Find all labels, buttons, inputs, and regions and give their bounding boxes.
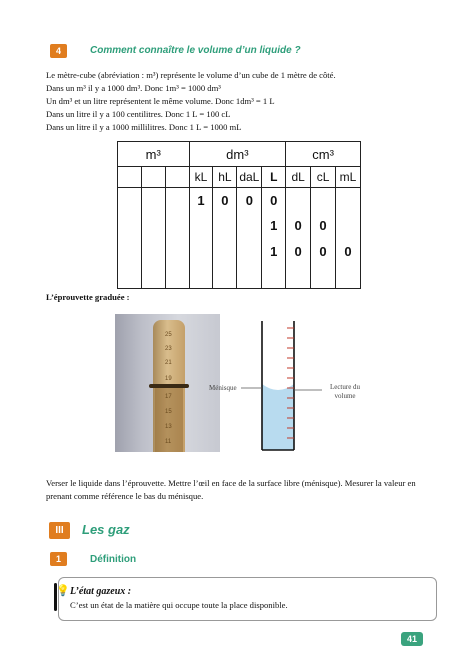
scale-label: 11 bbox=[165, 439, 172, 445]
lightbulb-icon: 💡 bbox=[56, 585, 70, 597]
group-header-cm3: cm³ bbox=[286, 142, 361, 167]
liquid-fill bbox=[262, 384, 294, 450]
column-cell-l: 0 1 1 bbox=[262, 188, 286, 289]
meniscus-ring bbox=[149, 384, 189, 388]
column-cell-kl: 1 bbox=[189, 188, 213, 289]
scale-label: 19 bbox=[165, 376, 172, 382]
column-cell-ml: 0 bbox=[335, 188, 360, 289]
part-number-badge: III bbox=[49, 522, 70, 539]
group-header-dm3: dm³ bbox=[189, 142, 286, 167]
column-cell-dal: 0 bbox=[237, 188, 262, 289]
section-number-badge: 4 bbox=[50, 44, 67, 58]
unit-header-dl: dL bbox=[286, 167, 311, 188]
unit-header-ml: mL bbox=[335, 167, 360, 188]
column-cell bbox=[118, 188, 142, 289]
intro-line-4: Dans un litre il y a 100 centilitres. Donc 1 L = 100 cL bbox=[46, 109, 231, 119]
unit-header-dal: daL bbox=[237, 167, 262, 188]
definition-title: L’état gazeux : bbox=[70, 586, 132, 597]
section-title: Comment connaître le volume d’un liquide ? bbox=[90, 45, 301, 56]
intro-line-1: Le mètre-cube (abréviation : m³) représente le volume d’un cube de 1 mètre de côté. bbox=[46, 70, 336, 80]
unit-header bbox=[118, 167, 142, 188]
group-header-m3: m³ bbox=[118, 142, 190, 167]
column-cell bbox=[141, 188, 165, 289]
conversion-table bbox=[117, 141, 361, 289]
scale-label: 15 bbox=[165, 409, 172, 415]
scale-label: 13 bbox=[165, 424, 172, 430]
column-cell bbox=[165, 188, 189, 289]
lecture-label: Lecture du volume bbox=[329, 383, 361, 400]
subsection-title: Définition bbox=[90, 554, 137, 565]
intro-line-2: Dans un m³ il y a 1000 dm³. Donc 1m³ = 1000 dm³ bbox=[46, 83, 221, 93]
unit-header-cl: cL bbox=[311, 167, 336, 188]
unit-header-hl: hL bbox=[213, 167, 237, 188]
scale-label: 21 bbox=[165, 360, 172, 366]
unit-header bbox=[141, 167, 165, 188]
eprouvette-heading: L’éprouvette graduée : bbox=[46, 292, 130, 302]
scale-label: 23 bbox=[165, 346, 172, 352]
instruction-line-1: Verser le liquide dans l’éprouvette. Mettre l’œil en face de la surface libre (ménisque). Mesurer la valeur en bbox=[46, 478, 416, 488]
column-cell-cl: 0 0 bbox=[311, 188, 336, 289]
menisque-label: Ménisque bbox=[209, 384, 237, 392]
intro-line-3: Un dm³ et un litre représentent le même volume. Donc 1dm³ = 1 L bbox=[46, 96, 275, 106]
column-cell-hl: 0 bbox=[213, 188, 237, 289]
unit-header-kl: kL bbox=[189, 167, 213, 188]
unit-header-l: L bbox=[262, 167, 286, 188]
part-title: Les gaz bbox=[82, 522, 130, 537]
subsection-number-badge: 1 bbox=[50, 552, 67, 566]
scale-label: 25 bbox=[165, 332, 172, 338]
intro-line-5: Dans un litre il y a 1000 millilitres. Donc 1 L = 1000 mL bbox=[46, 122, 242, 132]
instruction-line-2: prenant comme référence le bas du ménisque. bbox=[46, 491, 204, 501]
definition-text: C’est un état de la matière qui occupe toute la place disponible. bbox=[70, 600, 288, 610]
column-cell-dl: 0 0 bbox=[286, 188, 311, 289]
unit-header bbox=[165, 167, 189, 188]
page-number: 41 bbox=[401, 632, 423, 646]
scale-label: 17 bbox=[165, 394, 172, 400]
